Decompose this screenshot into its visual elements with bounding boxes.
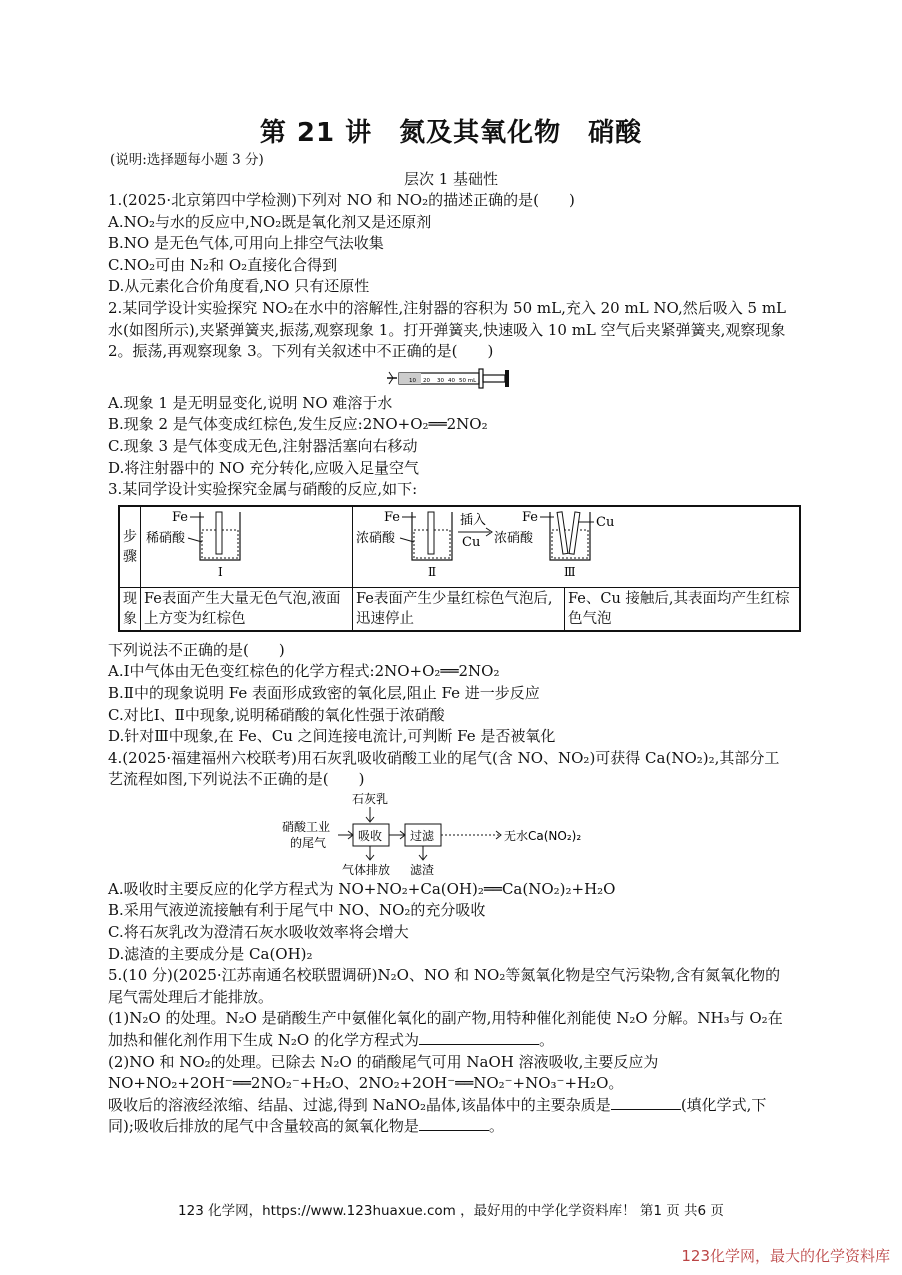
fe-label-3: Fe	[522, 509, 539, 525]
q1-option-d: D.从元素化合价角度看,NO 只有还原性	[108, 277, 370, 296]
beaker-figure-1	[144, 508, 349, 580]
watermark: 123化学网，最大的化学资料库	[681, 1247, 890, 1265]
cu-label-3: Cu	[596, 514, 615, 530]
beaker-figure-2-3	[356, 508, 796, 580]
q5-part3-text-a: 吸收后的溶液经浓缩、结晶、过滤,得到 NaNO₂晶体,该晶体中的主要杂质是	[108, 1095, 611, 1114]
q3-option-a: A.Ⅰ中气体由无色变红棕色的化学方程式:2NO+O₂══2NO₂	[108, 662, 500, 681]
q1-option-c: C.NO₂可由 N₂和 O₂直接化合得到	[108, 255, 338, 274]
flow-box-absorb: 吸收	[358, 828, 383, 843]
syringe-figure	[108, 363, 792, 393]
cu-label: Cu	[462, 534, 481, 550]
question-body	[108, 190, 792, 1138]
q1-option-a: A.NO₂与水的反应中,NO₂既是氧化剂又是还原剂	[108, 212, 432, 231]
acid-label: 浓硝酸	[356, 530, 396, 546]
q2-option-a: A.现象 1 是无明显变化,说明 NO 难溶于水	[108, 393, 393, 412]
acid-label-3: 浓硝酸	[494, 530, 534, 546]
q4-option-a: A.吸收时主要反应的化学方程式为 NO+NO₂+Ca(OH)₂══Ca(NO₂)₂+H₂O	[108, 879, 616, 898]
q5-part2: (2)NO 和 NO₂的处理。已除去 N₂O 的硝酸尾气可用 NaOH 溶液吸收,主要反应为	[108, 1052, 659, 1071]
q4-option-c: C.将石灰乳改为澄清石灰水吸收效率将会增大	[108, 923, 409, 942]
flow-box-filter: 过滤	[410, 828, 435, 843]
flow-left-label-2: 的尾气	[290, 835, 327, 850]
fe-label: Fe	[172, 509, 189, 525]
table-row	[119, 506, 800, 588]
answer-blank[interactable]	[419, 1030, 539, 1045]
syringe-tick: 40	[448, 377, 455, 384]
acid-label: 稀硝酸	[146, 530, 186, 546]
flow-gas-label: 气体排放	[342, 862, 391, 877]
observation-2: Fe表面产生少量红棕色气泡后,迅速停止	[353, 587, 565, 631]
q5-part3-end: 。	[488, 1117, 504, 1136]
fe-label: Fe	[384, 509, 401, 525]
flow-top-label: 石灰乳	[352, 791, 389, 806]
q5-part1-end: 。	[538, 1031, 554, 1050]
flow-product: 无水Ca(NO₂)₂	[504, 828, 582, 843]
q1-option-b: B.NO 是无色气体,可用向上排空气法收集	[108, 234, 384, 253]
fig-label-1: Ⅰ	[218, 564, 223, 579]
q1-stem: 1.(2025·北京第四中学检测)下列对 NO 和 NO₂的描述正确的是( )	[108, 191, 575, 209]
q3-option-c: C.对比Ⅰ、Ⅱ中现象,说明稀硝酸的氧化性强于浓硝酸	[108, 705, 445, 724]
insert-label: 插入	[460, 512, 487, 528]
q3-stem: 3.某同学设计实验探究金属与硝酸的反应,如下:	[108, 480, 418, 499]
answer-blank[interactable]	[611, 1095, 681, 1110]
q3-option-b: B.Ⅱ中的现象说明 Fe 表面形成致密的氧化层,阻止 Fe 进一步反应	[108, 683, 540, 702]
syringe-tick: 30	[437, 377, 444, 384]
fig-label-2: Ⅱ	[428, 564, 437, 579]
flow-diagram	[280, 791, 620, 879]
step-header: 步骤	[119, 506, 141, 588]
q4-option-d: D.滤渣的主要成分是 Ca(OH)₂	[108, 944, 313, 963]
q5-part3	[108, 1095, 792, 1138]
step-cell-1	[141, 506, 353, 588]
scoring-note: (说明:选择题每小题 3 分)	[110, 152, 264, 168]
q3-ask: 下列说法不正确的是( )	[108, 640, 285, 659]
page-footer: 123 化学网，https://www.123huaxue.com ，最好用的中学化学资料库！ 第1 页 共6 页	[178, 1203, 724, 1219]
syringe-tick: 10	[409, 377, 416, 384]
observation-3: Fe、Cu 接触后,其表面均产生红棕色气泡	[565, 587, 801, 631]
page-title: 第 21 讲 氮及其氧化物 硝酸	[259, 118, 643, 148]
flow-residue-label: 滤渣	[410, 862, 435, 877]
q5-part1	[108, 1008, 792, 1051]
q5-part1-text: (1)N₂O 的处理。N₂O 是硝酸生产中氨催化氧化的副产物,用特种催化剂能使 N₂O 分解。NH₃与 O₂在加热和催化剂作用下生成 N₂O 的化学方程式为	[108, 1009, 783, 1050]
q5-equation: NO+NO₂+2OH⁻══2NO₂⁻+H₂O、2NO₂+2OH⁻══NO₂⁻+NO₃⁻+H₂O。	[108, 1074, 624, 1093]
table-row	[119, 587, 800, 631]
syringe-tick: 50 mL	[459, 377, 477, 384]
q2-option-b: B.现象 2 是气体变成红棕色,发生反应:2NO+O₂══2NO₂	[108, 415, 488, 434]
q2-option-d: D.将注射器中的 NO 充分转化,应吸入足量空气	[108, 458, 419, 477]
q3-option-d: D.针对Ⅲ中现象,在 Fe、Cu 之间连接电流计,可判断 Fe 是否被氧化	[108, 727, 556, 746]
fig-label-3: Ⅲ	[564, 564, 576, 579]
q2-stem: 2.某同学设计实验探究 NO₂在水中的溶解性,注射器的容积为 50 mL,充入 20 mL NO,然后吸入 5 mL 水(如图所示),夹紧弹簧夹,振荡,观察现象 1。打开弹簧夹,快速吸入 10 mL 空气后夹紧弹簧夹,观察现象 2。振荡,再观察现象 3。下列有关叙述中不正确的是( )	[108, 298, 787, 361]
q5-part3-text-b: (填化学式,下同);吸收后排放的尾气中含量较高的氮氧化物是	[108, 1095, 767, 1136]
step-cell-2	[353, 506, 801, 588]
q2-option-c: C.现象 3 是气体变成无色,注射器活塞向右移动	[108, 436, 418, 455]
experiment-table	[118, 505, 801, 632]
syringe-diagram	[385, 364, 515, 392]
observation-1: Fe表面产生大量无色气泡,液面上方变为红棕色	[141, 587, 353, 631]
q4-option-b: B.采用气液逆流接触有利于尾气中 NO、NO₂的充分吸收	[108, 901, 486, 920]
observation-header: 现象	[119, 587, 141, 631]
section-level: 层次 1 基础性	[403, 170, 499, 188]
flow-left-label-1: 硝酸工业	[282, 819, 331, 834]
answer-blank[interactable]	[419, 1116, 489, 1131]
q4-stem: 4.(2025·福建福州六校联考)用石灰乳吸收硝酸工业的尾气(含 NO、NO₂)可获得 Ca(NO₂)₂,其部分工艺流程如图,下列说法不正确的是( )	[108, 748, 780, 789]
syringe-tick: 20	[423, 377, 430, 384]
process-flow	[108, 791, 792, 879]
q5-stem: 5.(10 分)(2025·江苏南通名校联盟调研)N₂O、NO 和 NO₂等氮氧化物是空气污染物,含有氮氧化物的尾气需处理后才能排放。	[108, 966, 781, 1006]
